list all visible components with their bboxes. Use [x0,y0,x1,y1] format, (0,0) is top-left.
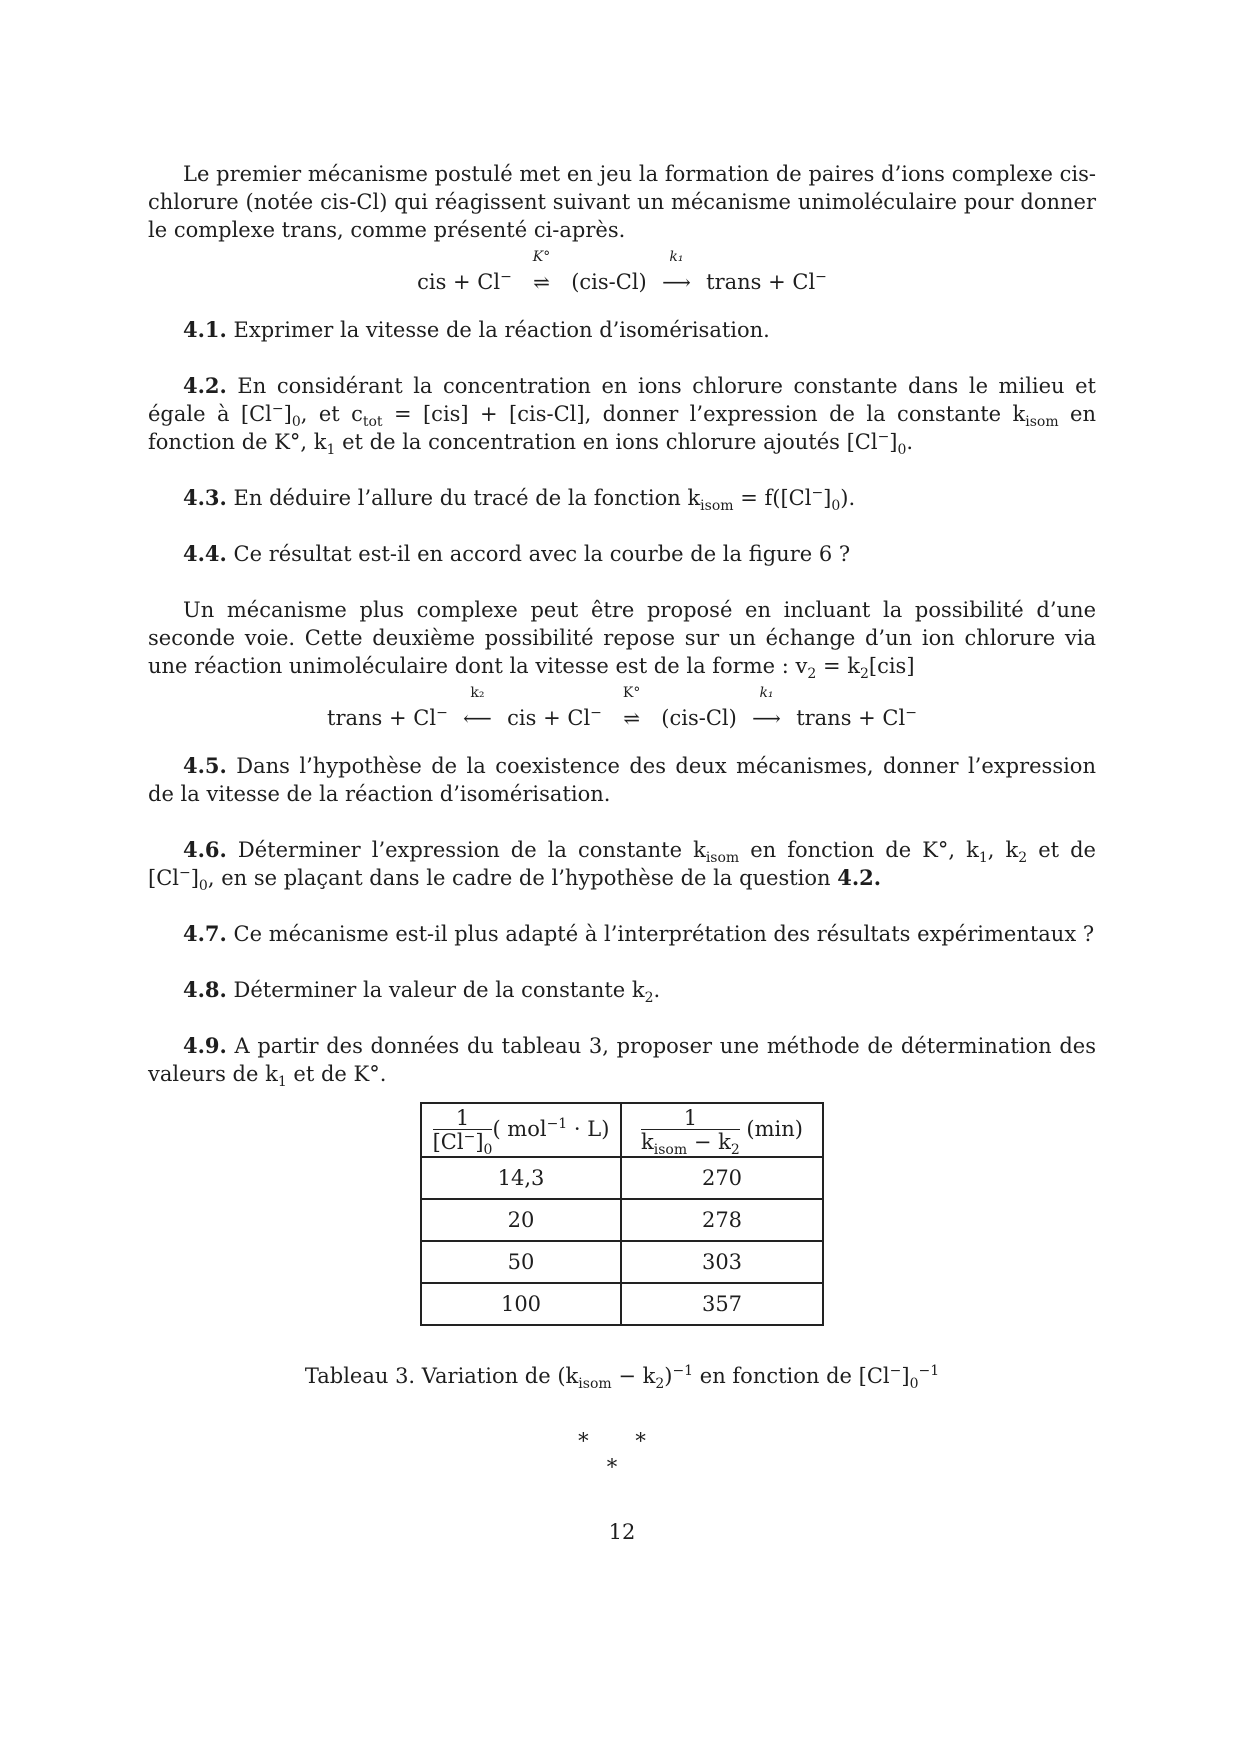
equilibrium-arrow: K° ⇌ [622,685,641,730]
question-4-8: 4.8. Déterminer la valeur de la constante $k_2$. [183,977,661,1007]
table-header-cell: $\frac{1}{k_{isom} - k_2}$ (min) [621,1103,823,1157]
table-header-cell: $\frac{1}{[Cl^-]_0}$ ( mol$^{-1}$ · L) [421,1103,621,1157]
table-cell: 20 [421,1199,621,1241]
question-4-4: 4.4. Ce résultat est-il en accord avec la courbe de la figure 6 ? [183,541,851,566]
question-4-3: 4.3. En déduire l’allure du tracé de la fonction $k_{isom} = f([Cl^-]_0)$. [183,485,856,515]
table-cell: 100 [421,1283,621,1325]
equilibrium-arrow: K° ⇌ [532,249,551,294]
table-row [421,1241,823,1283]
table-caption: Tableau 3. Variation de $(k_{isom} - k_2)^{-1}$ en fonction de $[Cl^-]_0^{-1}$ [304,1363,940,1393]
reaction-arrow-k1: k₁ ⟶ [752,685,781,730]
mechanism-2-paragraph: Un mécanisme plus complexe peut être proposé en incluant la possibilité d’une seconde voie. Cette deuxième possibilité repose sur un échange d’un ion chlorure via une réaction unimoléculaire dont la vitesse est de la forme : $v_2 = k_2[cis]$ [148,598,1096,683]
equation-mechanism-1: cis + Cl− K° ⇌ (cis-Cl) k₁ ⟶ trans + Cl− [417,249,827,294]
equation-mechanism-2: trans + Cl− k₂ ⟵ cis + Cl− K° ⇌ (cis-Cl) k₁ ⟶ trans + Cl− [327,685,917,730]
table-cell: 50 [421,1241,621,1283]
table-cell: 278 [621,1199,823,1241]
section-end-stars: * * * [578,1429,666,1479]
question-4-1: 4.1. Exprimer la vitesse de la réaction d’isomérisation. [183,317,770,342]
question-4-9: 4.9. A partir des données du tableau 3, proposer une méthode de détermination des valeurs de $k_1$ et de K°. [148,1033,1096,1091]
table-header-row [421,1103,823,1157]
document-page [148,160,1096,1546]
table-row [421,1157,823,1199]
intro-paragraph: Le premier mécanisme postulé met en jeu la formation de paires d’ions complexe cis-chlorure (notée cis-Cl) qui réagissent suivant un mécanisme unimoléculaire pour donner le complexe trans, comme présenté ci-après. [148,162,1096,242]
page-number: 12 [608,1520,636,1544]
table-cell: 14,3 [421,1157,621,1199]
question-4-2: 4.2. En considérant la concentration en ions chlorure constante dans le milieu et égale à $[Cl^-]_0$, et $c_{tot} = [cis] + [cis-Cl]$, donner l’expression de la constante $k_{isom}$ en fonction de K°, $k_1$ et de la concentration en ions chlorure ajoutés $[Cl^-]_0$. [148,373,1096,459]
table-row [421,1199,823,1241]
reaction-arrow-k1: k₁ ⟶ [662,249,691,294]
table-cell: 270 [621,1157,823,1199]
table-cell: 357 [621,1283,823,1325]
data-table [420,1102,824,1326]
table-row [421,1283,823,1325]
question-4-6: 4.6. Déterminer l’expression de la constante $k_{isom}$ en fonction de K°, $k_1$, $k_2$ et de $[Cl^-]_0$, en se plaçant dans le cadre de l’hypothèse de la question 4.2. [148,837,1096,895]
table-cell: 303 [621,1241,823,1283]
question-4-7: 4.7. Ce mécanisme est-il plus adapté à l’interprétation des résultats expérimentaux ? [183,921,1095,946]
question-4-5: 4.5. Dans l’hypothèse de la coexistence des deux mécanismes, donner l’expression de la vitesse de la réaction d’isomérisation. [148,753,1096,806]
reaction-arrow-k2: k₂ ⟵ [463,685,492,730]
